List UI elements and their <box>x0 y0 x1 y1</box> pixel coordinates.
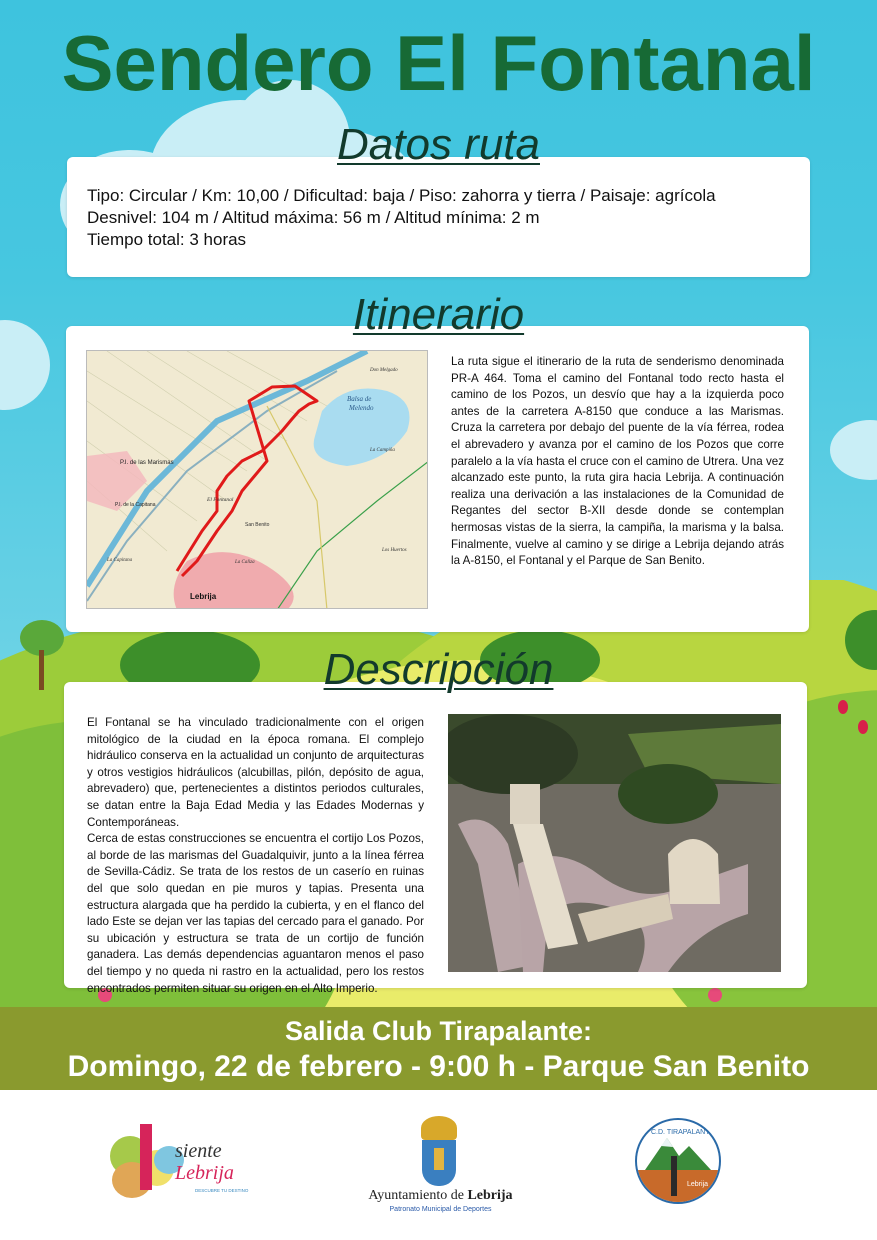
description-paragraph: Cerca de estas construcciones se encuentra el cortijo Los Pozos, al borde de las marismas del Guadalquivir, junto a la línea férrea de Sevilla-Cádiz. Se trata de los restos de un caserío en ruinas del que solo quedan en pie muros y tapias. Presenta una estructura alargada que ha perdido la cubierta, y en el flanco del lado Este se dejan ver las tapias del cercado para el ganado. Por su ubicación y estructura se trata de un cortijo de función ganadera. Las demás dependencias aguantaron menos el paso del tiempo y no queda ni rastro en la actualidad, pero los restos encontrados permiten situar su origen en el Alto Imperio. <box>87 832 424 995</box>
description-paragraph: El Fontanal se ha vinculado tradicionalmente con el origen mitológico de la ciudad en la época romana. El complejo hidráulico conserva en la actualidad un conjunto de arquitecturas y otros vestigios hidráulicos (alcubillas, pilón, depósito de agua, abrevadero) que, pertenecientes a distintos periodos culturales, se datan entre la Baja Edad Media y las Edades Modernas y Contemporáneas. <box>87 716 424 829</box>
page-title: Sendero El Fontanal <box>61 19 816 107</box>
itinerario-card <box>66 326 809 632</box>
banner-date-line: Domingo, 22 de febrero - 9:00 h - Parque San Benito <box>67 1050 810 1083</box>
svg-text:P.I. de las Marismas: P.I. de las Marismas <box>120 460 174 466</box>
svg-text:Lebrija: Lebrija <box>190 592 217 601</box>
svg-text:La Caliza: La Caliza <box>235 560 255 565</box>
footer-logos <box>0 1090 877 1240</box>
svg-text:La Campiña: La Campiña <box>370 448 395 453</box>
svg-text:C.D. TIRAPALANTE: C.D. TIRAPALANTE <box>651 1129 715 1136</box>
section-heading-datos-ruta: Datos ruta <box>337 120 540 169</box>
tirapalante-emblem <box>637 1120 719 1202</box>
route-data-line: Desnivel: 104 m / Altitud máxima: 56 m / Altitud mínima: 2 m <box>87 208 540 227</box>
section-heading-descripcion: Descripción <box>323 645 554 694</box>
flower-icon <box>858 720 868 734</box>
route-data-line: Tiempo total: 3 horas <box>87 230 247 249</box>
svg-text:Lebrija: Lebrija <box>687 1181 709 1188</box>
fontanal-photo-svg <box>448 714 781 972</box>
flower-icon <box>708 988 722 1002</box>
description-text <box>87 715 424 997</box>
banner-club-line: Salida Club Tirapalante: <box>284 1016 593 1046</box>
siente-lebrija-logo: siente Lebrija DESCUBRE TU DESTINO <box>110 1120 260 1200</box>
svg-text:Melendo: Melendo <box>349 404 374 412</box>
svg-text:Los Huertos: Los Huertos <box>382 548 407 553</box>
ayuntamiento-lebrija-logo: Ayuntamiento de Lebrija Patronato Municipal de Deportes <box>368 1116 513 1216</box>
section-heading-itinerario: Itinerario <box>352 290 525 339</box>
route-map <box>86 350 428 609</box>
svg-text:Balsa de: Balsa de <box>347 395 372 403</box>
route-map-svg <box>87 351 428 609</box>
svg-text:P.I. de la Capitana: P.I. de la Capitana <box>115 502 156 508</box>
flower-icon <box>838 700 848 714</box>
svg-text:Don Melgado: Don Melgado <box>370 368 398 373</box>
descripcion-card <box>64 682 807 995</box>
route-data <box>87 185 716 251</box>
cloud <box>830 420 877 480</box>
crown-icon <box>421 1116 457 1140</box>
itinerary-description: La ruta sigue el itinerario de la ruta de senderismo denominada PR-A 464. Toma el camino del Fontanal todo recto hasta el camino de los Pozos, un desvío que hay a la izquierda poco antes de la carretera A-8150 que conduce a las Marismas. Cruza la carretera por debajo del puente de la vía férrea, rodea el abrevadero y avanza por el camino de los Pozos que corre paralelo a la vía hasta el cruce con el camino de Utrera. Una vez alcanzado este punto, la ruta gira hacia Lebrija. A continuación realiza una derivación a las instalaciones de la Comunidad de Regantes del sector B-XII desde donde se contemplan hermosas vistas de la sierra, la campiña, la marisma y la balsa. Finalmente, vuelve al camino y se dirige a Lebrija dejando atrás la A-8150, el Fontanal y el Parque de San Benito. <box>451 355 784 568</box>
fontanal-photo <box>448 714 781 972</box>
tirapalante-logo <box>635 1118 721 1204</box>
svg-text:La Capitana: La Capitana <box>107 558 133 563</box>
svg-text:San Benito: San Benito <box>245 522 270 528</box>
svg-text:El Fontanal: El Fontanal <box>207 497 234 503</box>
route-data-line: Tipo: Circular / Km: 10,00 / Dificultad: baja / Piso: zahorra y tierra / Paisaje: agrícola <box>87 186 716 205</box>
event-banner <box>0 1007 877 1090</box>
datos-ruta-card <box>67 157 810 277</box>
